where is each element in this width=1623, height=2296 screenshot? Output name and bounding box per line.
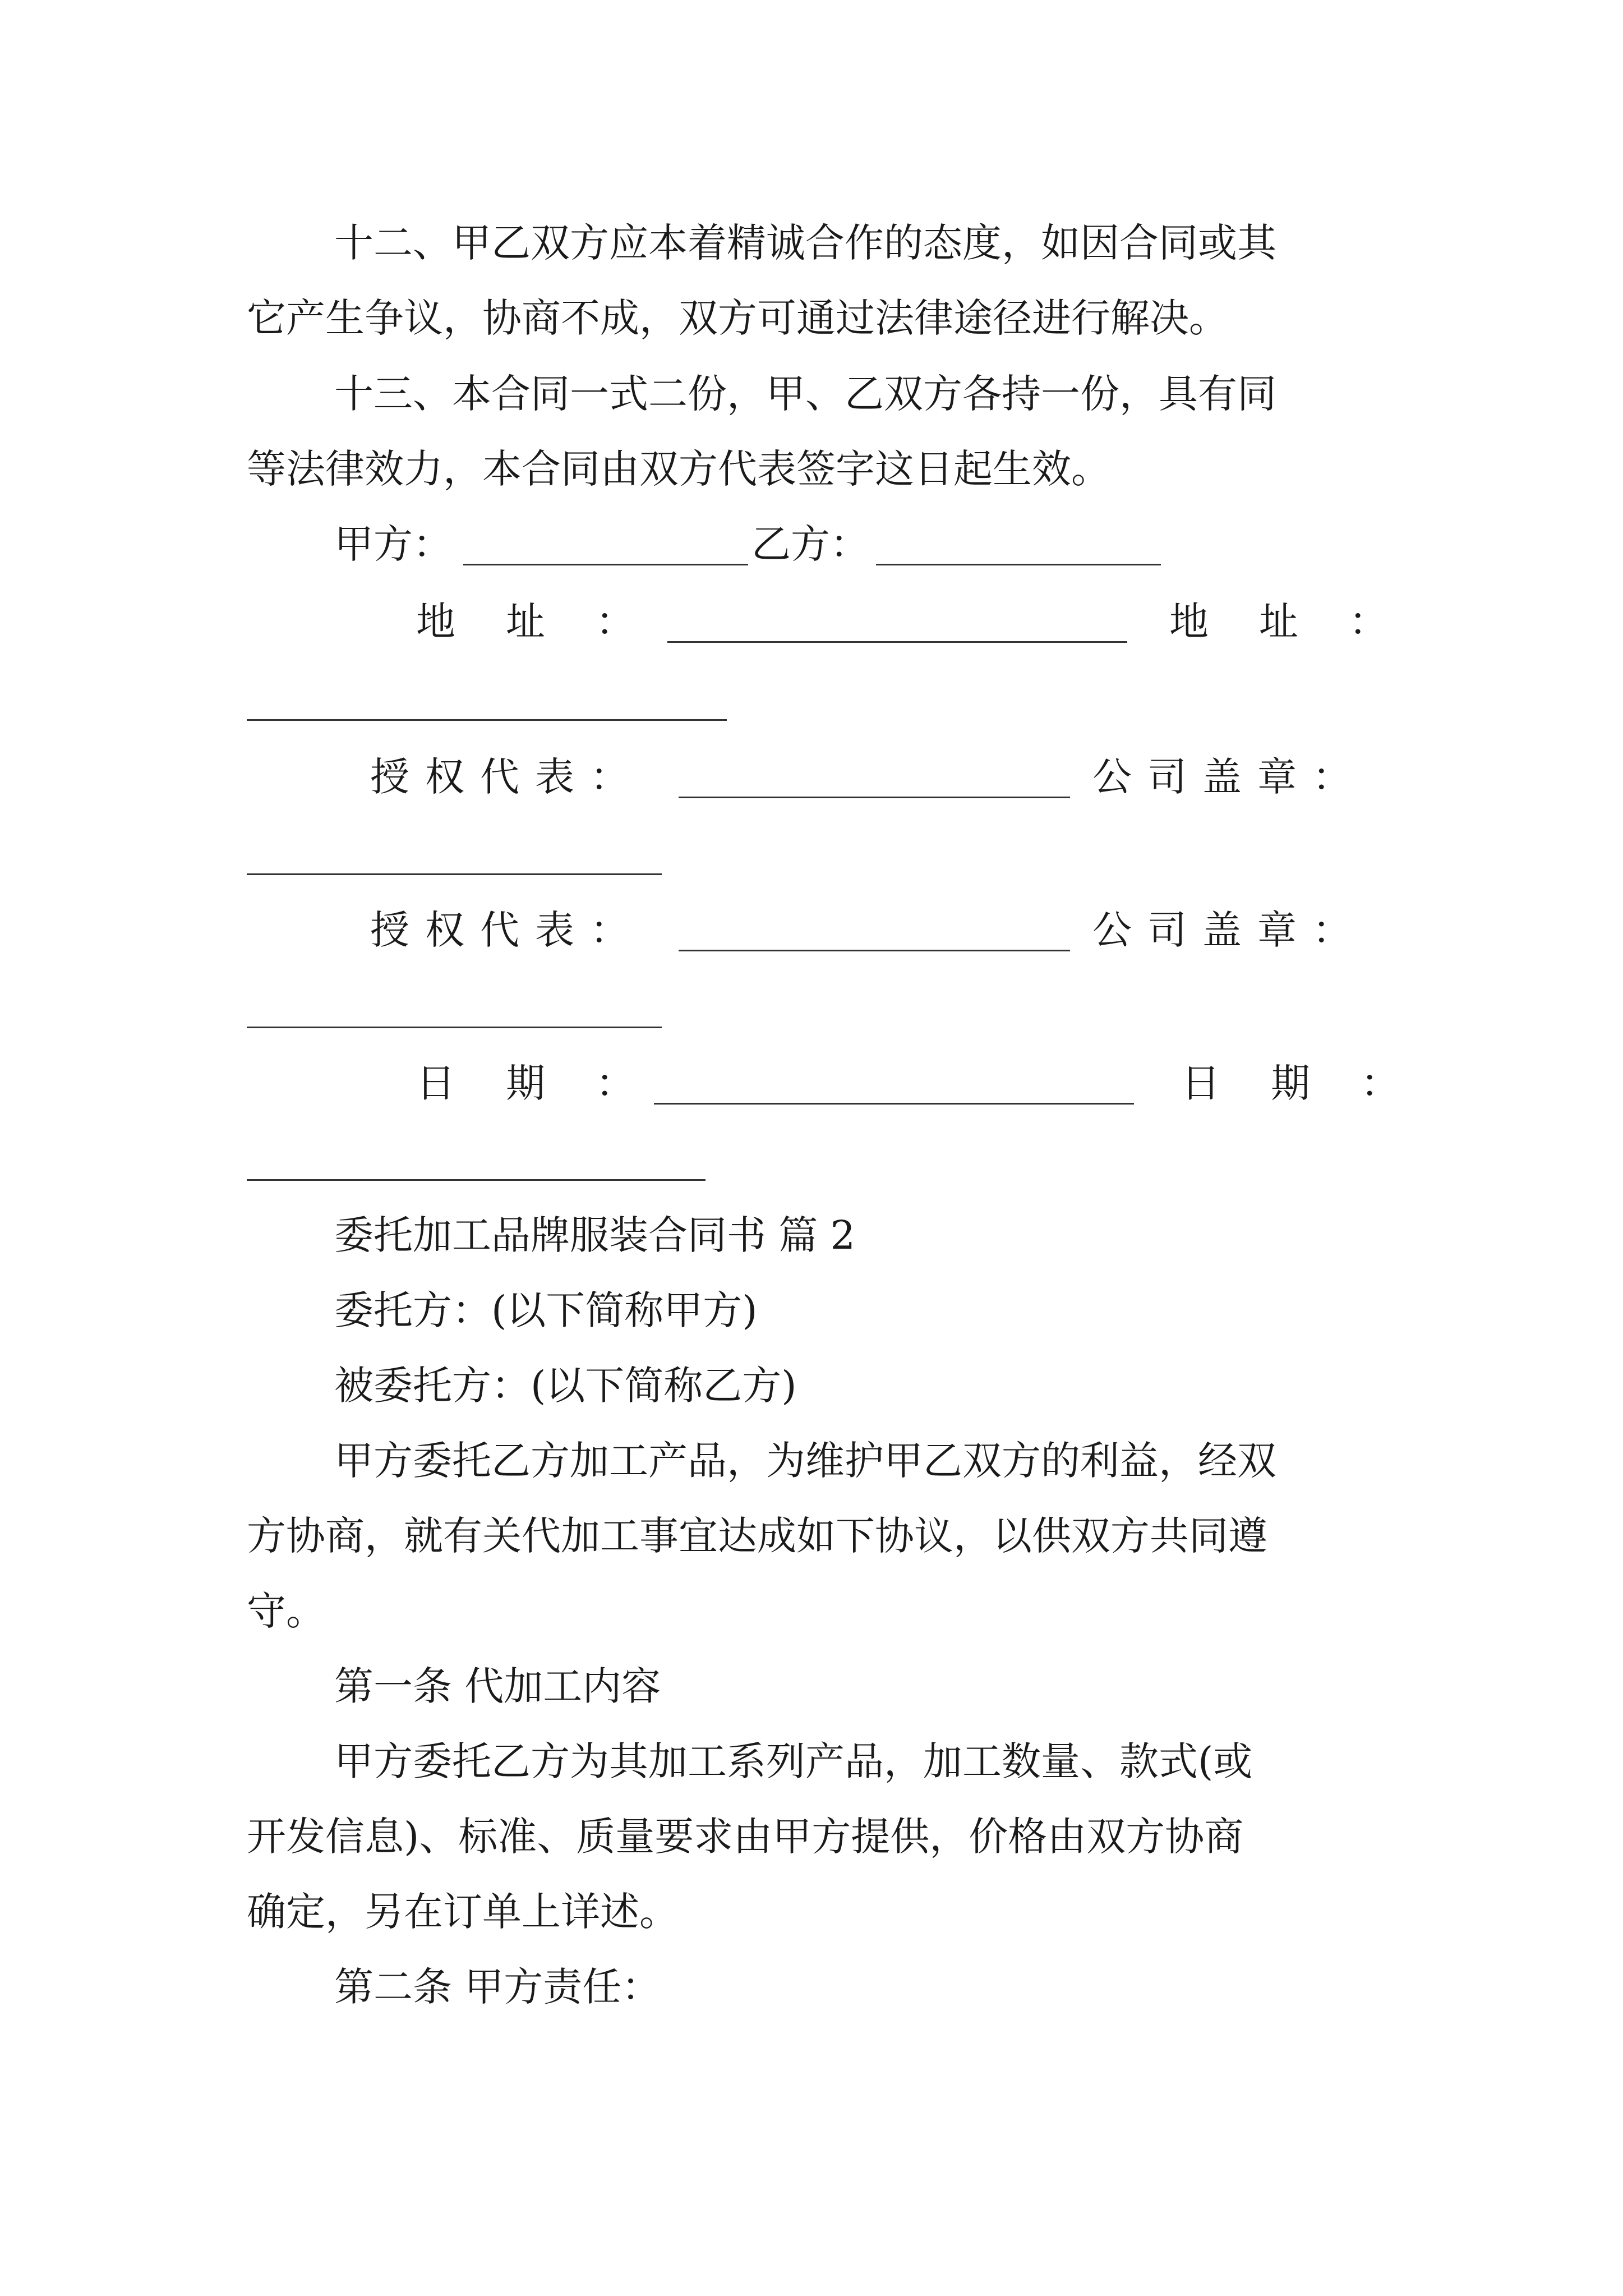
clause-13-line-2: 等法律效力，本合同由双方代表签字这日起生效。 xyxy=(247,446,1110,492)
company-seal-label-1: 公司盖章： xyxy=(1092,754,1367,800)
address-label-b: 地址： xyxy=(1169,599,1438,645)
article-1-line-3: 确定，另在订单上详述。 xyxy=(247,1889,679,1935)
date-blank-a xyxy=(654,1103,1134,1105)
party-b-blank xyxy=(876,564,1161,565)
principal-line: 委托方：(以下简称甲方) xyxy=(334,1287,758,1333)
party-b-label: 乙方： xyxy=(751,521,869,567)
date-blank-b xyxy=(247,1179,706,1181)
article-1-line-1: 甲方委托乙方为其加工系列产品，加工数量、款式(或 xyxy=(334,1738,1253,1784)
section-2-title: 委托加工品牌服装合同书 篇 2 xyxy=(334,1212,856,1258)
company-seal-blank-2 xyxy=(247,1027,662,1028)
intro-line-2: 方协商，就有关代加工事宜达成如下协议，以供双方共同遵 xyxy=(247,1513,1267,1559)
clause-13-line-1: 十三、本合同一式二份，甲、乙双方各持一份，具有同 xyxy=(334,371,1276,417)
authorized-rep-label-2: 授权代表： xyxy=(370,907,645,953)
address-label-a: 地址： xyxy=(416,599,685,645)
address-blank-b xyxy=(247,719,727,721)
article-1-title: 第一条 代加工内容 xyxy=(334,1663,661,1709)
authorized-rep-label-1: 授权代表： xyxy=(370,754,645,800)
address-blank-a xyxy=(667,641,1127,643)
party-a-blank xyxy=(463,564,748,565)
party-a-label: 甲方： xyxy=(334,521,452,567)
authorized-rep-blank-1 xyxy=(679,797,1070,798)
article-2-title: 第二条 甲方责任： xyxy=(334,1964,661,2010)
intro-line-1: 甲方委托乙方加工产品，为维护甲乙双方的利益，经双 xyxy=(334,1438,1276,1484)
article-1-line-2: 开发信息)、标准、质量要求由甲方提供，价格由双方协商 xyxy=(247,1814,1244,1860)
intro-line-3: 守。 xyxy=(247,1588,325,1634)
clause-12-line-1: 十二、甲乙双方应本着精诚合作的态度，如因合同或其 xyxy=(334,220,1276,266)
authorized-rep-blank-2 xyxy=(679,950,1070,951)
date-label-a: 日期： xyxy=(416,1060,685,1106)
date-label-b: 日期： xyxy=(1181,1060,1450,1106)
clause-12-line-2: 它产生争议，协商不成，双方可通过法律途径进行解决。 xyxy=(247,295,1228,341)
company-seal-label-2: 公司盖章： xyxy=(1092,907,1367,953)
company-seal-blank-1 xyxy=(247,873,662,875)
agent-line: 被委托方：(以下简称乙方) xyxy=(334,1363,797,1409)
